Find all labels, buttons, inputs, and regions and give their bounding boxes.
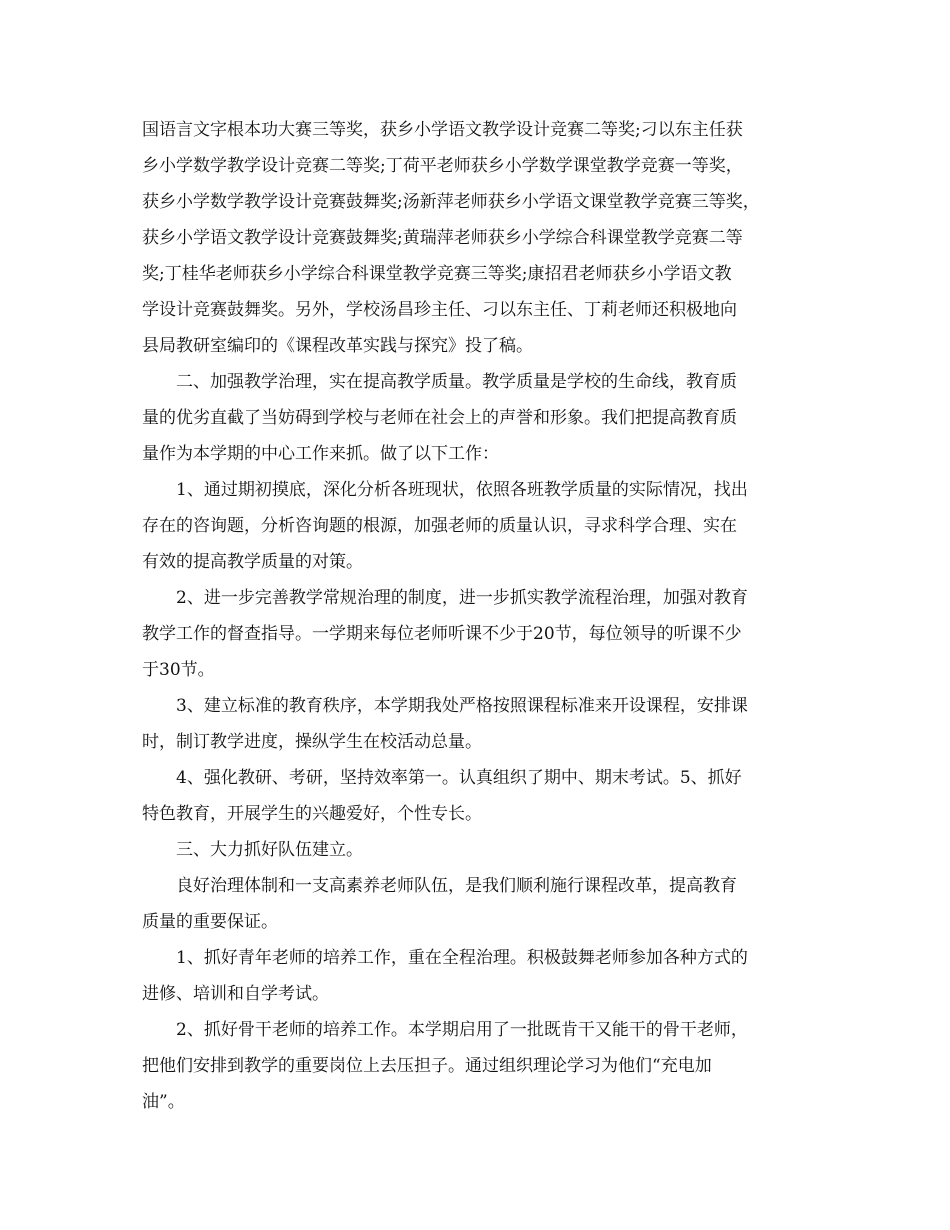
text-line: 获乡小学语文教学设计竞赛鼓舞奖;黄瑞萍老师获乡小学综合科课堂教学竞赛二等 — [142, 228, 743, 248]
text-line: 时，制订教学进度，操纵学生在校活动总量。 — [142, 732, 482, 752]
text-line: 获乡小学数学教学设计竞赛鼓舞奖;汤新萍老师获乡小学语文课堂教学竞赛三等奖， — [142, 192, 760, 212]
text-line: 奖;丁桂华老师获乡小学综合科课堂教学竞赛三等奖;康招君老师获乡小学语文教 — [142, 264, 732, 284]
text-line: 存在的咨询题，分析咨询题的根源，加强老师的质量认识，寻求科学合理、实在 — [142, 516, 737, 536]
text-line: 特色教育，开展学生的兴趣爱好，个性专长。 — [142, 804, 482, 824]
text-line: 有效的提高教学质量的对策。 — [142, 552, 363, 572]
document-body — [142, 112, 814, 1120]
text-line: 二、加强教学治理，实在提高教学质量。教学质量是学校的生命线，教育质 — [176, 372, 737, 392]
text-line: 2、抓好骨干老师的培养工作。本学期启用了一批既肯干又能干的骨干老师， — [176, 1020, 748, 1040]
text-line: 乡小学数学教学设计竞赛二等奖;丁荷平老师获乡小学数学课堂教学竞赛一等奖， — [142, 156, 743, 176]
text-line: 量的优劣直截了当妨碍到学校与老师在社会上的声誉和形象。我们把提高教育质 — [142, 408, 737, 428]
text-line: 3、建立标准的教育秩序，本学期我处严格按照课程标准来开设课程，安排课 — [176, 696, 748, 716]
text-line: 于30节。 — [142, 660, 215, 680]
text-line: 量作为本学期的中心工作来抓。做了以下工作： — [142, 444, 499, 464]
text-line: 2、进一步完善教学常规治理的制度，进一步抓实教学流程治理，加强对教育 — [176, 588, 748, 608]
text-line: 三、大力抓好队伍建立。 — [176, 840, 363, 860]
text-line: 进修、培训和自学考试。 — [142, 984, 329, 1004]
text-line: 县局教研室编印的《课程改革实践与探究》投了稿。 — [142, 336, 533, 356]
text-line: 良好治理体制和一支高素养老师队伍，是我们顺利施行课程改革，提高教育 — [176, 876, 737, 896]
text-line: 教学工作的督查指导。一学期来每位老师听课不少于20节，每位领导的听课不少 — [142, 624, 742, 644]
text-line: 油”。 — [142, 1092, 185, 1112]
text-line: 1、通过期初摸底，深化分析各班现状，依照各班教学质量的实际情况，找出 — [176, 480, 748, 500]
text-line: 学设计竞赛鼓舞奖。另外，学校汤昌珍主任、刁以东主任、丁莉老师还积极地向 — [142, 300, 737, 320]
text-line: 4、强化教研、考研，坚持效率第一。认真组织了期中、期末考试。5、抓好 — [176, 768, 742, 788]
text-line: 把他们安排到教学的重要岗位上去压担子。通过组织理论学习为他们“充电加 — [142, 1056, 712, 1076]
text-line: 1、抓好青年老师的培养工作，重在全程治理。积极鼓舞老师参加各种方式的 — [176, 948, 748, 968]
text-line: 质量的重要保证。 — [142, 912, 278, 932]
text-line: 国语言文字根本功大赛三等奖，获乡小学语文教学设计竞赛二等奖;刁以东主任获 — [142, 120, 743, 140]
